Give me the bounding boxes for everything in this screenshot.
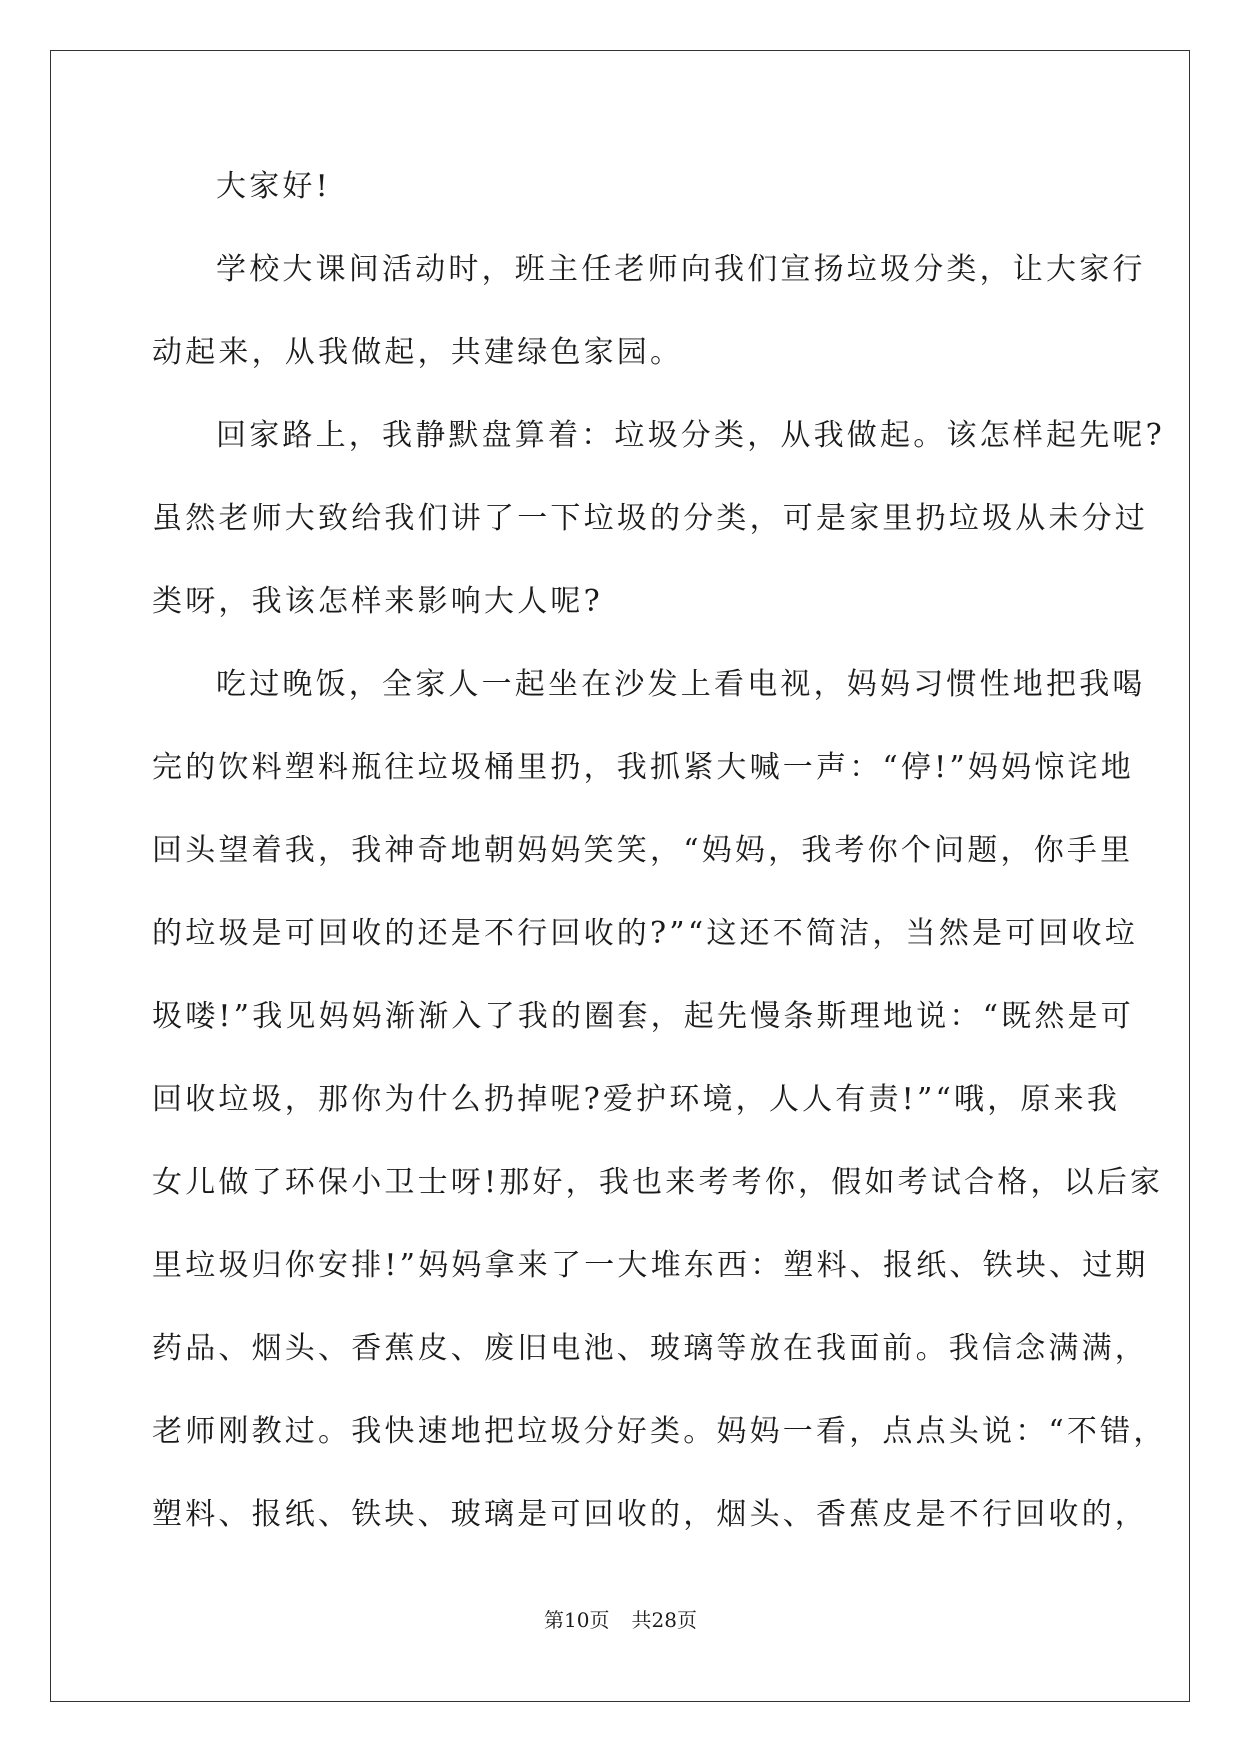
paragraph-line: 回头望着我，我神奇地朝妈妈笑笑，“妈妈，我考你个问题，你手里	[152, 833, 1134, 868]
paragraph-line: 圾喽!”我见妈妈渐渐入了我的圈套，起先慢条斯理地说：“既然是可	[152, 999, 1134, 1034]
paragraph-line: 吃过晚饭，全家人一起坐在沙发上看电视，妈妈习惯性地把我喝	[216, 667, 1146, 702]
document-body	[152, 162, 1167, 1573]
paragraph-line: 大家好!	[216, 169, 331, 204]
paragraph-line: 回收垃圾，那你为什么扔掉呢?爱护环境，人人有责!”“哦，原来我	[152, 1082, 1121, 1117]
paragraph-line: 老师刚教过。我快速地把垃圾分好类。妈妈一看，点点头说：“不错，	[152, 1414, 1167, 1449]
paragraph-line: 里垃圾归你安排!”妈妈拿来了一大堆东西：塑料、报纸、铁块、过期	[152, 1248, 1149, 1283]
paragraph-line: 虽然老师大致给我们讲了一下垃圾的分类，可是家里扔垃圾从未分过	[152, 501, 1148, 536]
page-total: 共28页	[631, 1608, 697, 1632]
paragraph-line: 女儿做了环保小卫士呀!那好，我也来考考你，假如考试合格，以后家	[152, 1165, 1164, 1200]
paragraph-line: 动起来，从我做起，共建绿色家园。	[152, 335, 684, 370]
paragraph-line: 回家路上，我静默盘算着：垃圾分类，从我做起。该怎样起先呢?	[216, 418, 1165, 453]
paragraph-line: 塑料、报纸、铁块、玻璃是可回收的，烟头、香蕉皮是不行回收的，	[152, 1497, 1148, 1532]
paragraph-line: 学校大课间活动时，班主任老师向我们宣扬垃圾分类，让大家行	[216, 252, 1146, 287]
paragraph-line: 完的饮料塑料瓶往垃圾桶里扔，我抓紧大喊一声：“停!”妈妈惊诧地	[152, 750, 1134, 785]
page-footer	[0, 1608, 1241, 1632]
page-number: 第10页	[544, 1608, 610, 1632]
paragraph-line: 的垃圾是可回收的还是不行回收的?”“这还不简洁，当然是可回收垃	[152, 916, 1138, 951]
paragraph-line: 药品、烟头、香蕉皮、废旧电池、玻璃等放在我面前。我信念满满，	[152, 1331, 1148, 1366]
paragraph-line: 类呀，我该怎样来影响大人呢?	[152, 584, 603, 619]
